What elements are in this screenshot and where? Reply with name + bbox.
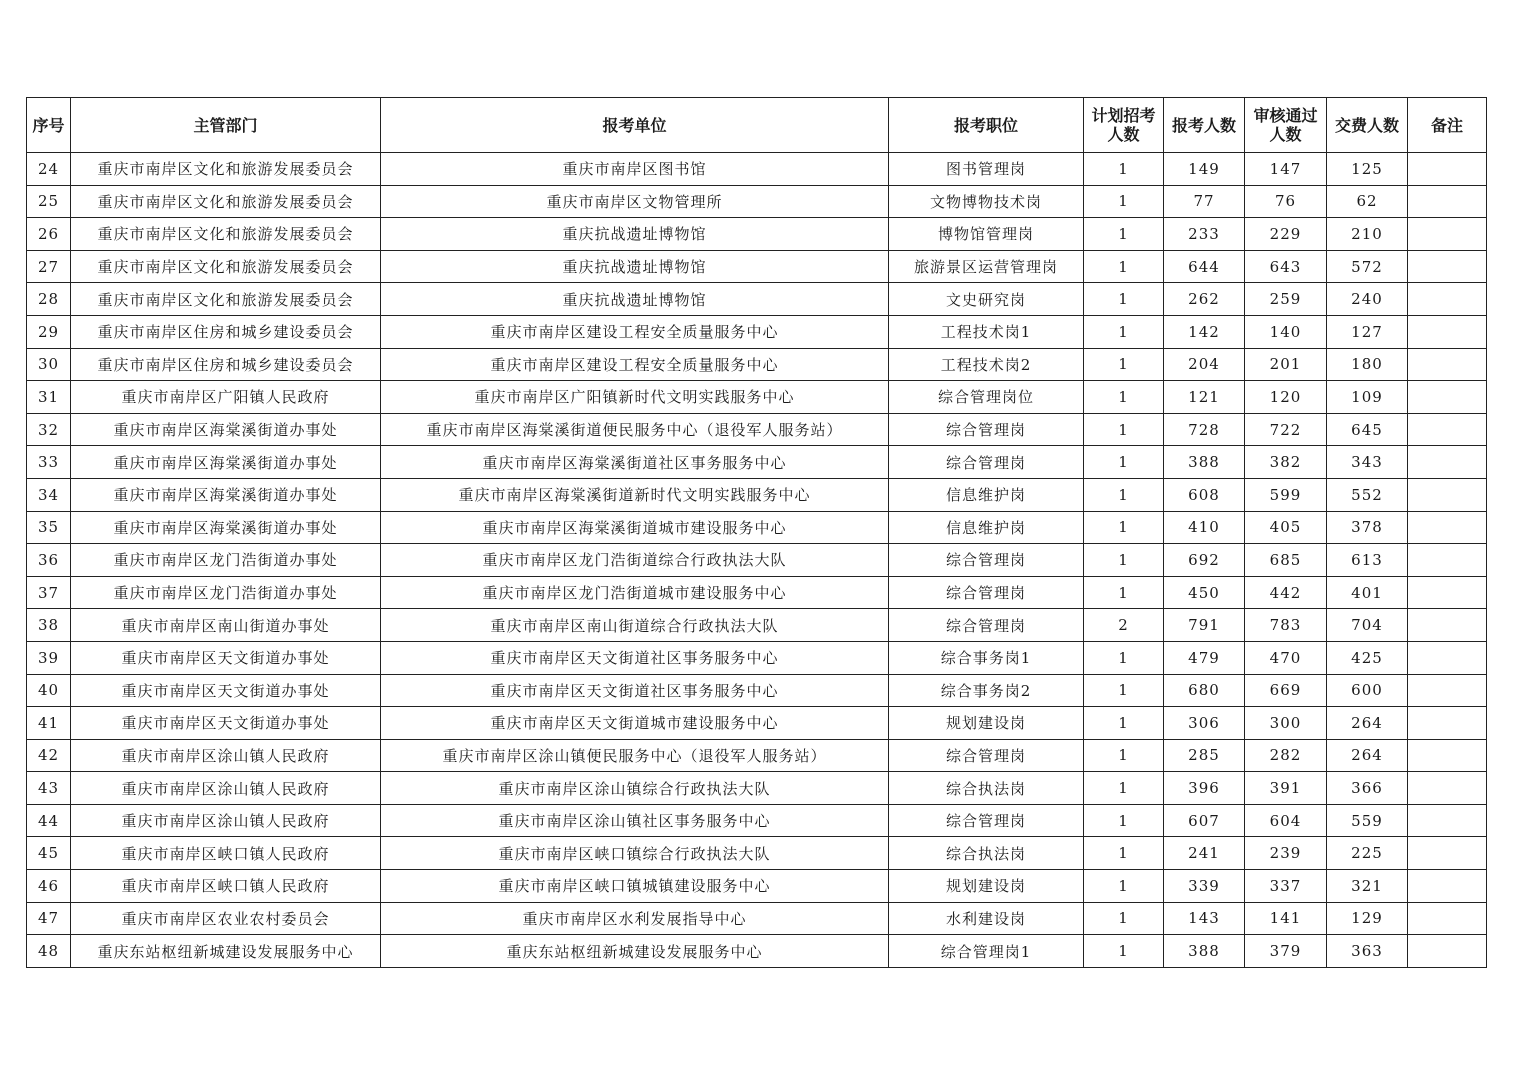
cell-seq: 48: [27, 935, 71, 968]
cell-applicants: 791: [1164, 609, 1245, 642]
cell-planned: 1: [1084, 772, 1164, 805]
cell-applicants: 728: [1164, 413, 1245, 446]
cell-seq: 38: [27, 609, 71, 642]
cell-seq: 42: [27, 739, 71, 772]
cell-planned: 1: [1084, 185, 1164, 218]
cell-dept: 重庆东站枢纽新城建设发展服务中心: [71, 935, 381, 968]
cell-planned: 1: [1084, 283, 1164, 316]
cell-seq: 39: [27, 641, 71, 674]
cell-seq: 43: [27, 772, 71, 805]
cell-approved: 201: [1245, 348, 1327, 381]
cell-dept: 重庆市南岸区天文街道办事处: [71, 641, 381, 674]
cell-approved: 382: [1245, 446, 1327, 479]
cell-dept: 重庆市南岸区文化和旅游发展委员会: [71, 283, 381, 316]
cell-dept: 重庆市南岸区天文街道办事处: [71, 707, 381, 740]
cell-paid: 559: [1327, 804, 1408, 837]
cell-remarks: [1408, 544, 1487, 577]
table-row: [27, 413, 1487, 446]
cell-position: 图书管理岗: [889, 153, 1084, 186]
cell-paid: 127: [1327, 315, 1408, 348]
cell-position: 旅游景区运营管理岗: [889, 250, 1084, 283]
cell-approved: 599: [1245, 478, 1327, 511]
cell-planned: 1: [1084, 381, 1164, 414]
table-row: [27, 576, 1487, 609]
cell-paid: 343: [1327, 446, 1408, 479]
table-row: [27, 348, 1487, 381]
cell-seq: 35: [27, 511, 71, 544]
cell-position: 综合管理岗: [889, 544, 1084, 577]
cell-approved: 147: [1245, 153, 1327, 186]
cell-dept: 重庆市南岸区龙门浩街道办事处: [71, 576, 381, 609]
cell-unit: 重庆市南岸区建设工程安全质量服务中心: [381, 315, 889, 348]
cell-position: 信息维护岗: [889, 511, 1084, 544]
table-row: [27, 674, 1487, 707]
cell-seq: 32: [27, 413, 71, 446]
cell-applicants: 410: [1164, 511, 1245, 544]
cell-position: 综合管理岗: [889, 446, 1084, 479]
cell-seq: 27: [27, 250, 71, 283]
cell-dept: 重庆市南岸区海棠溪街道办事处: [71, 478, 381, 511]
applicant-count-table: [26, 97, 1487, 968]
cell-planned: 1: [1084, 804, 1164, 837]
cell-paid: 264: [1327, 707, 1408, 740]
cell-planned: 1: [1084, 544, 1164, 577]
cell-position: 综合事务岗1: [889, 641, 1084, 674]
cell-paid: 225: [1327, 837, 1408, 870]
cell-unit: 重庆抗战遗址博物馆: [381, 250, 889, 283]
cell-position: 规划建设岗: [889, 707, 1084, 740]
cell-planned: 2: [1084, 609, 1164, 642]
cell-applicants: 149: [1164, 153, 1245, 186]
cell-approved: 783: [1245, 609, 1327, 642]
cell-dept: 重庆市南岸区海棠溪街道办事处: [71, 446, 381, 479]
cell-remarks: [1408, 478, 1487, 511]
cell-position: 文史研究岗: [889, 283, 1084, 316]
cell-remarks: [1408, 902, 1487, 935]
cell-position: 综合事务岗2: [889, 674, 1084, 707]
header-planned-line1: 计划招考: [1091, 106, 1156, 125]
cell-remarks: [1408, 870, 1487, 903]
cell-applicants: 692: [1164, 544, 1245, 577]
cell-position: 工程技术岗1: [889, 315, 1084, 348]
cell-approved: 722: [1245, 413, 1327, 446]
cell-remarks: [1408, 674, 1487, 707]
cell-applicants: 121: [1164, 381, 1245, 414]
table-body: [27, 153, 1487, 968]
cell-seq: 44: [27, 804, 71, 837]
cell-dept: 重庆市南岸区农业农村委员会: [71, 902, 381, 935]
cell-applicants: 306: [1164, 707, 1245, 740]
cell-applicants: 396: [1164, 772, 1245, 805]
cell-applicants: 644: [1164, 250, 1245, 283]
header-planned: [1084, 98, 1164, 153]
cell-planned: 1: [1084, 153, 1164, 186]
cell-unit: 重庆市南岸区水利发展指导中心: [381, 902, 889, 935]
cell-unit: 重庆市南岸区文物管理所: [381, 185, 889, 218]
header-seq: 序号: [27, 98, 71, 153]
cell-dept: 重庆市南岸区峡口镇人民政府: [71, 870, 381, 903]
cell-approved: 120: [1245, 381, 1327, 414]
table-row: [27, 641, 1487, 674]
cell-approved: 229: [1245, 218, 1327, 251]
cell-unit: 重庆市南岸区海棠溪街道便民服务中心（退役军人服务站）: [381, 413, 889, 446]
cell-unit: 重庆市南岸区涂山镇社区事务服务中心: [381, 804, 889, 837]
cell-seq: 28: [27, 283, 71, 316]
cell-approved: 140: [1245, 315, 1327, 348]
cell-seq: 40: [27, 674, 71, 707]
cell-dept: 重庆市南岸区南山街道办事处: [71, 609, 381, 642]
cell-planned: 1: [1084, 935, 1164, 968]
cell-applicants: 204: [1164, 348, 1245, 381]
cell-remarks: [1408, 413, 1487, 446]
cell-seq: 24: [27, 153, 71, 186]
cell-approved: 337: [1245, 870, 1327, 903]
cell-unit: 重庆市南岸区海棠溪街道城市建设服务中心: [381, 511, 889, 544]
cell-unit: 重庆市南岸区峡口镇城镇建设服务中心: [381, 870, 889, 903]
cell-approved: 405: [1245, 511, 1327, 544]
cell-planned: 1: [1084, 707, 1164, 740]
cell-paid: 264: [1327, 739, 1408, 772]
header-approved-line1: 审核通过: [1253, 106, 1318, 125]
cell-paid: 180: [1327, 348, 1408, 381]
cell-remarks: [1408, 283, 1487, 316]
cell-remarks: [1408, 641, 1487, 674]
cell-dept: 重庆市南岸区广阳镇人民政府: [71, 381, 381, 414]
cell-planned: 1: [1084, 218, 1164, 251]
cell-dept: 重庆市南岸区天文街道办事处: [71, 674, 381, 707]
cell-seq: 37: [27, 576, 71, 609]
cell-remarks: [1408, 315, 1487, 348]
cell-planned: 1: [1084, 478, 1164, 511]
cell-position: 文物博物技术岗: [889, 185, 1084, 218]
cell-approved: 282: [1245, 739, 1327, 772]
cell-planned: 1: [1084, 837, 1164, 870]
cell-applicants: 479: [1164, 641, 1245, 674]
cell-paid: 613: [1327, 544, 1408, 577]
table-row: [27, 315, 1487, 348]
header-position: 报考职位: [889, 98, 1084, 153]
cell-seq: 36: [27, 544, 71, 577]
cell-approved: 379: [1245, 935, 1327, 968]
cell-unit: 重庆市南岸区涂山镇便民服务中心（退役军人服务站）: [381, 739, 889, 772]
cell-seq: 31: [27, 381, 71, 414]
cell-applicants: 680: [1164, 674, 1245, 707]
cell-unit: 重庆市南岸区天文街道城市建设服务中心: [381, 707, 889, 740]
cell-position: 综合管理岗1: [889, 935, 1084, 968]
cell-applicants: 285: [1164, 739, 1245, 772]
cell-dept: 重庆市南岸区文化和旅游发展委员会: [71, 250, 381, 283]
cell-planned: 1: [1084, 348, 1164, 381]
cell-paid: 129: [1327, 902, 1408, 935]
table-row: [27, 218, 1487, 251]
cell-remarks: [1408, 576, 1487, 609]
cell-position: 信息维护岗: [889, 478, 1084, 511]
cell-approved: 141: [1245, 902, 1327, 935]
cell-remarks: [1408, 935, 1487, 968]
cell-position: 综合管理岗位: [889, 381, 1084, 414]
cell-dept: 重庆市南岸区峡口镇人民政府: [71, 837, 381, 870]
cell-planned: 1: [1084, 315, 1164, 348]
cell-dept: 重庆市南岸区涂山镇人民政府: [71, 739, 381, 772]
cell-applicants: 143: [1164, 902, 1245, 935]
cell-position: 综合管理岗: [889, 804, 1084, 837]
cell-planned: 1: [1084, 674, 1164, 707]
cell-unit: 重庆抗战遗址博物馆: [381, 218, 889, 251]
cell-paid: 378: [1327, 511, 1408, 544]
cell-planned: 1: [1084, 739, 1164, 772]
table-header-row: [27, 98, 1487, 153]
cell-remarks: [1408, 446, 1487, 479]
cell-dept: 重庆市南岸区文化和旅游发展委员会: [71, 185, 381, 218]
cell-unit: 重庆东站枢纽新城建设发展服务中心: [381, 935, 889, 968]
table-row: [27, 250, 1487, 283]
cell-remarks: [1408, 609, 1487, 642]
table-row: [27, 739, 1487, 772]
cell-position: 综合执法岗: [889, 837, 1084, 870]
cell-seq: 34: [27, 478, 71, 511]
cell-planned: 1: [1084, 446, 1164, 479]
table-row: [27, 772, 1487, 805]
cell-remarks: [1408, 153, 1487, 186]
cell-dept: 重庆市南岸区住房和城乡建设委员会: [71, 348, 381, 381]
cell-remarks: [1408, 250, 1487, 283]
cell-planned: 1: [1084, 576, 1164, 609]
cell-position: 规划建设岗: [889, 870, 1084, 903]
table-row: [27, 837, 1487, 870]
cell-seq: 46: [27, 870, 71, 903]
cell-planned: 1: [1084, 902, 1164, 935]
cell-approved: 76: [1245, 185, 1327, 218]
cell-remarks: [1408, 511, 1487, 544]
cell-unit: 重庆市南岸区广阳镇新时代文明实践服务中心: [381, 381, 889, 414]
cell-approved: 259: [1245, 283, 1327, 316]
header-dept: 主管部门: [71, 98, 381, 153]
cell-remarks: [1408, 772, 1487, 805]
cell-paid: 552: [1327, 478, 1408, 511]
cell-paid: 704: [1327, 609, 1408, 642]
cell-unit: 重庆抗战遗址博物馆: [381, 283, 889, 316]
cell-unit: 重庆市南岸区南山街道综合行政执法大队: [381, 609, 889, 642]
cell-remarks: [1408, 707, 1487, 740]
cell-approved: 643: [1245, 250, 1327, 283]
cell-approved: 669: [1245, 674, 1327, 707]
cell-approved: 470: [1245, 641, 1327, 674]
cell-planned: 1: [1084, 641, 1164, 674]
cell-paid: 109: [1327, 381, 1408, 414]
cell-paid: 425: [1327, 641, 1408, 674]
cell-dept: 重庆市南岸区海棠溪街道办事处: [71, 511, 381, 544]
cell-planned: 1: [1084, 413, 1164, 446]
cell-unit: 重庆市南岸区峡口镇综合行政执法大队: [381, 837, 889, 870]
cell-seq: 45: [27, 837, 71, 870]
table-row: [27, 935, 1487, 968]
cell-remarks: [1408, 837, 1487, 870]
cell-seq: 41: [27, 707, 71, 740]
cell-position: 博物馆管理岗: [889, 218, 1084, 251]
cell-paid: 62: [1327, 185, 1408, 218]
header-remarks: 备注: [1408, 98, 1487, 153]
cell-paid: 210: [1327, 218, 1408, 251]
cell-seq: 25: [27, 185, 71, 218]
cell-unit: 重庆市南岸区海棠溪街道新时代文明实践服务中心: [381, 478, 889, 511]
table-row: [27, 707, 1487, 740]
cell-planned: 1: [1084, 511, 1164, 544]
cell-position: 综合管理岗: [889, 609, 1084, 642]
table-row: [27, 446, 1487, 479]
cell-applicants: 233: [1164, 218, 1245, 251]
table-row: [27, 511, 1487, 544]
table-row: [27, 283, 1487, 316]
cell-approved: 239: [1245, 837, 1327, 870]
cell-planned: 1: [1084, 250, 1164, 283]
cell-remarks: [1408, 185, 1487, 218]
cell-unit: 重庆市南岸区天文街道社区事务服务中心: [381, 674, 889, 707]
cell-position: 综合管理岗: [889, 739, 1084, 772]
table-row: [27, 185, 1487, 218]
cell-applicants: 607: [1164, 804, 1245, 837]
cell-remarks: [1408, 348, 1487, 381]
cell-dept: 重庆市南岸区涂山镇人民政府: [71, 772, 381, 805]
cell-seq: 29: [27, 315, 71, 348]
header-planned-line2: 人数: [1107, 125, 1140, 144]
cell-applicants: 608: [1164, 478, 1245, 511]
cell-paid: 401: [1327, 576, 1408, 609]
table-row: [27, 153, 1487, 186]
table-row: [27, 902, 1487, 935]
cell-approved: 685: [1245, 544, 1327, 577]
cell-seq: 47: [27, 902, 71, 935]
cell-approved: 604: [1245, 804, 1327, 837]
table-row: [27, 609, 1487, 642]
cell-dept: 重庆市南岸区文化和旅游发展委员会: [71, 218, 381, 251]
cell-seq: 30: [27, 348, 71, 381]
cell-approved: 442: [1245, 576, 1327, 609]
cell-paid: 572: [1327, 250, 1408, 283]
header-unit: 报考单位: [381, 98, 889, 153]
cell-unit: 重庆市南岸区龙门浩街道城市建设服务中心: [381, 576, 889, 609]
cell-remarks: [1408, 381, 1487, 414]
cell-paid: 366: [1327, 772, 1408, 805]
header-approved: [1245, 98, 1327, 153]
cell-position: 综合管理岗: [889, 576, 1084, 609]
cell-applicants: 262: [1164, 283, 1245, 316]
cell-paid: 240: [1327, 283, 1408, 316]
cell-paid: 125: [1327, 153, 1408, 186]
cell-paid: 321: [1327, 870, 1408, 903]
cell-unit: 重庆市南岸区龙门浩街道综合行政执法大队: [381, 544, 889, 577]
cell-dept: 重庆市南岸区住房和城乡建设委员会: [71, 315, 381, 348]
cell-seq: 33: [27, 446, 71, 479]
table-row: [27, 870, 1487, 903]
cell-dept: 重庆市南岸区海棠溪街道办事处: [71, 413, 381, 446]
table-row: [27, 381, 1487, 414]
cell-planned: 1: [1084, 870, 1164, 903]
cell-dept: 重庆市南岸区龙门浩街道办事处: [71, 544, 381, 577]
cell-unit: 重庆市南岸区海棠溪街道社区事务服务中心: [381, 446, 889, 479]
header-paid: 交费人数: [1327, 98, 1408, 153]
table-row: [27, 804, 1487, 837]
cell-unit: 重庆市南岸区天文街道社区事务服务中心: [381, 641, 889, 674]
cell-unit: 重庆市南岸区建设工程安全质量服务中心: [381, 348, 889, 381]
header-applicants: 报考人数: [1164, 98, 1245, 153]
cell-unit: 重庆市南岸区图书馆: [381, 153, 889, 186]
cell-paid: 363: [1327, 935, 1408, 968]
cell-approved: 391: [1245, 772, 1327, 805]
cell-applicants: 77: [1164, 185, 1245, 218]
cell-applicants: 339: [1164, 870, 1245, 903]
cell-applicants: 388: [1164, 935, 1245, 968]
table-row: [27, 544, 1487, 577]
cell-seq: 26: [27, 218, 71, 251]
cell-applicants: 388: [1164, 446, 1245, 479]
cell-remarks: [1408, 218, 1487, 251]
cell-dept: 重庆市南岸区文化和旅游发展委员会: [71, 153, 381, 186]
cell-position: 工程技术岗2: [889, 348, 1084, 381]
cell-dept: 重庆市南岸区涂山镇人民政府: [71, 804, 381, 837]
cell-unit: 重庆市南岸区涂山镇综合行政执法大队: [381, 772, 889, 805]
cell-paid: 600: [1327, 674, 1408, 707]
cell-remarks: [1408, 739, 1487, 772]
cell-remarks: [1408, 804, 1487, 837]
cell-applicants: 241: [1164, 837, 1245, 870]
cell-position: 综合执法岗: [889, 772, 1084, 805]
cell-applicants: 450: [1164, 576, 1245, 609]
cell-applicants: 142: [1164, 315, 1245, 348]
cell-position: 综合管理岗: [889, 413, 1084, 446]
cell-position: 水利建设岗: [889, 902, 1084, 935]
cell-paid: 645: [1327, 413, 1408, 446]
header-approved-line2: 人数: [1269, 125, 1302, 144]
cell-approved: 300: [1245, 707, 1327, 740]
table-row: [27, 478, 1487, 511]
